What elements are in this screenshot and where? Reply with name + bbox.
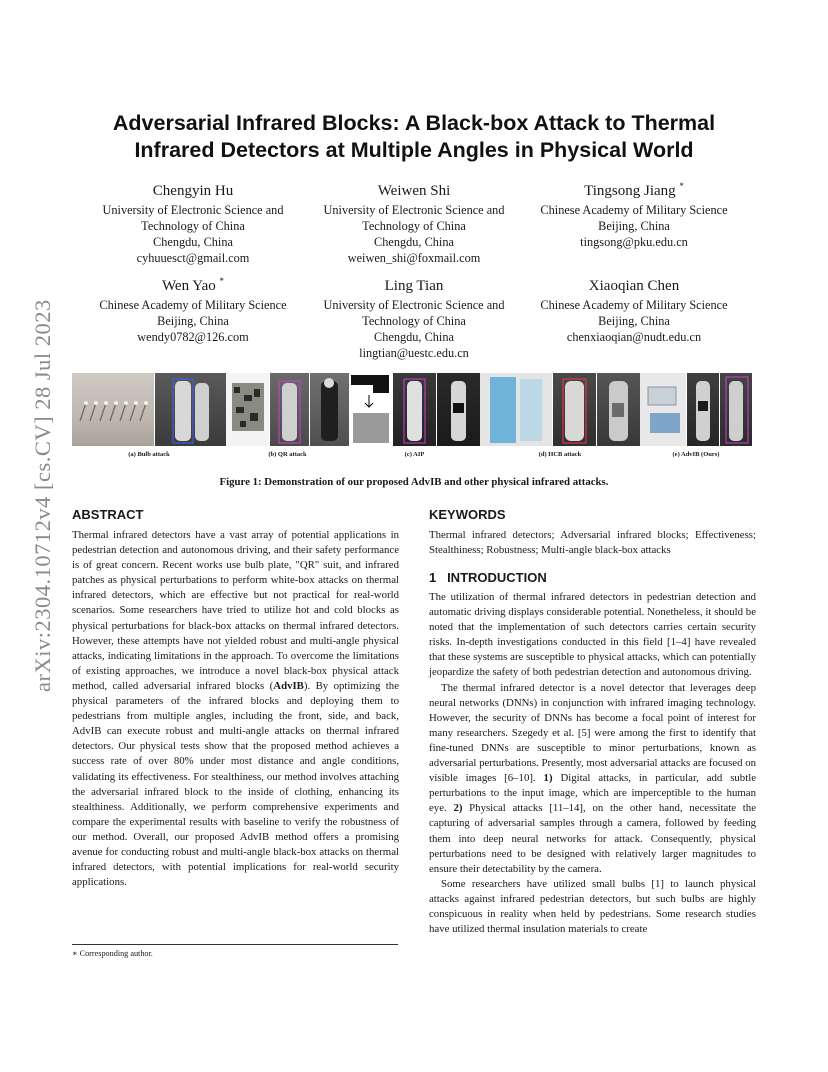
figure-caption: Figure 1: Demonstration of our proposed AdvIB and other physical infrared attacks.	[219, 476, 609, 488]
footnote-rule	[72, 944, 398, 945]
figure-panel-qr	[226, 373, 349, 463]
author-block	[299, 176, 529, 266]
thermal-person-graphic	[270, 373, 309, 446]
keywords-heading: KEYWORDS	[429, 507, 506, 522]
thermal-person-graphic	[393, 373, 436, 446]
panel-caption: (e) AdvIB (Ours)	[672, 451, 720, 458]
panel-caption: (a) Bulb attack	[128, 451, 170, 458]
author-location: Beijing, China	[598, 219, 670, 233]
figure-panel-bulb	[72, 373, 226, 463]
author-location: Chengdu, China	[153, 235, 233, 249]
qr-thermal-image-2	[310, 373, 349, 446]
patch-pattern-graphic	[349, 373, 392, 446]
cold-block-graphic	[480, 373, 552, 446]
author-email: wendy0782@126.com	[137, 330, 249, 344]
qr-suit-photo	[226, 373, 269, 446]
bulb-thermal-image	[155, 373, 226, 446]
abstract-text: Thermal infrared detectors have a vast array of potential applications in pedestrian detection and autonomous driving, and their safety performance is of great concern. Recent works use bulb plate, "QR" suit, and infrared patches as physical perturbations to perform white-box attacks on thermal infrared detectors, which are effective but not practical for real-world scenarios. Some researchers have tried to utilize hot and cold blocks as physical perturbations for black-box attacks on thermal infrared detectors. However, these attempts have not yielded robust and multi-angle physical attacks, indicating limitations in the approach. To overcome the limitations of existing approaches, we introduce a novel black-box physical attack method, called adversarial infrared blocks (AdvIB). By optimizing the physical parameters of the infrared blocks and deploying them to pedestrians from multiple angles, including the front, side, and back, AdvIB can execute robust and multi-angle attacks on thermal infrared detectors. Our physical tests show that the proposed method achieves a success rate of over 80% under most distance and angle conditions, validating its effectiveness. For stealthiness, our method involves attaching the adversarial infrared block to the inside of clothing, enhancing its stealthiness. Additionally, we perform comprehensive experiments and compare the experimental results with baseline to verify the robustness of our method. Overall, our proposed AdvIB method offers a promising avenue for conducting robust and multi-angle black-box attacks on thermal infrared detectors, with potential implications for real-world security applications.	[72, 529, 399, 889]
author-email: lingtian@uestc.edu.cn	[359, 346, 469, 360]
bulb-array-graphic	[72, 373, 154, 446]
author-affiliation: Chinese Academy of Military Science	[99, 298, 287, 312]
author-name: Tingsong Jiang *	[584, 181, 684, 199]
hcb-blocks-photo	[480, 373, 552, 446]
author-location: Beijing, China	[598, 314, 670, 328]
author-affiliation: University of Electronic Science and	[102, 203, 284, 217]
thermal-person-graphic	[553, 373, 596, 446]
author-name: Wen Yao *	[161, 276, 225, 294]
author-block	[519, 271, 749, 345]
author-affiliation: University of Electronic Science and	[323, 203, 505, 217]
panel-caption: (d) HCB attack	[538, 451, 582, 458]
introduction-heading: 1 INTRODUCTION	[429, 570, 547, 585]
hcb-thermal-image-2	[597, 373, 640, 446]
author-name: Weiwen Shi	[377, 183, 451, 199]
keywords-text: Thermal infrared detectors; Adversarial infrared blocks; Effectiveness; Stealthiness; Robustness; Multi-angle black-box attacks	[429, 529, 756, 557]
figure-panel-advib	[640, 373, 752, 463]
figure-panel-aip	[349, 373, 480, 463]
advib-thermal-image-1	[687, 373, 719, 446]
introduction-text: The utilization of thermal infrared detectors in pedestrian detection and automatic driving displays considerable potential. Nonetheless, it should be noted that the implementation of such detectors carries certain security risks. In-depth investigations conducted in this field [1–4] have revealed that these systems are susceptible to physical attacks, which can potentially jeopardize the safety of both pedestrian detection and autonomous driving. The thermal infrared detector is a novel detector that leverages deep neural networks (DNNs) in conjunction with infrared imaging technology. However, the security of DNNs has become a focal point of interest for many researchers. Szegedy et al. [5] were among the first to identify that fine-tuned DNNs are susceptible to minor perturbations, known as adversarial perturbations. Presently, most adversarial attacks are focused on visible images [6–10]. 1) Digital attacks, in particular, add subtle perturbations to the input image, which are imperceptible to the human eye. 2) Physical attacks [11–14], on the other hand, necessitate the capturing of adversarial samples through a camera, followed by feeding them into deep neural networks for attack. Consequently, physical perturbations need to be designed with relatively larger magnitudes to ensure their detectability by the camera. Some researchers have utilized small bulbs [1] to launch physical attacks against infrared pedestrian detectors, but such bulbs are highly conspicuous in reality when held by pedestrians. Some research studies have utilized thermal insulation materials to create	[429, 591, 756, 936]
panel-caption: (b) QR attack	[268, 451, 307, 458]
thermal-person-graphic	[437, 373, 480, 446]
author-location: Chengdu, China	[374, 330, 454, 344]
author-email: chenxiaoqian@nudt.edu.cn	[566, 330, 702, 344]
author-block	[299, 271, 529, 361]
author-name: Ling Tian	[384, 278, 444, 294]
author-affiliation: Technology of China	[141, 219, 245, 233]
abstract-heading: ABSTRACT	[72, 507, 144, 522]
author-affiliation: University of Electronic Science and	[323, 298, 505, 312]
thermal-person-graphic	[310, 373, 349, 446]
aip-thermal-image-2	[437, 373, 480, 446]
thermal-person-graphic	[597, 373, 640, 446]
aip-thermal-image-1	[393, 373, 436, 446]
author-affiliation: Technology of China	[362, 314, 466, 328]
thermal-person-graphic	[720, 373, 752, 446]
advib-thermal-image-2	[720, 373, 752, 446]
author-email: cyhuuesct@gmail.com	[136, 251, 250, 265]
footnote: ∗ Corresponding author.	[72, 949, 153, 958]
author-location: Beijing, China	[157, 314, 229, 328]
arxiv-side-stamp: arXiv:2304.10712v4 [cs.CV] 28 Jul 2023	[30, 299, 55, 692]
author-affiliation: Technology of China	[362, 219, 466, 233]
author-affiliation: Chinese Academy of Military Science	[540, 203, 728, 217]
author-affiliation: Chinese Academy of Military Science	[540, 298, 728, 312]
bulb-plate-photo	[72, 373, 154, 446]
author-block	[78, 176, 308, 266]
author-email: weiwen_shi@foxmail.com	[347, 251, 481, 265]
author-location: Chengdu, China	[374, 235, 454, 249]
advib-blocks-photo	[640, 373, 686, 446]
author-block	[78, 271, 308, 345]
thermal-pedestrians-graphic	[155, 373, 226, 446]
author-name: Chengyin Hu	[152, 183, 234, 199]
thermal-person-graphic	[687, 373, 719, 446]
panel-caption: (c) AIP	[404, 451, 425, 458]
infrared-block-graphic	[640, 373, 686, 446]
author-email: tingsong@pku.edu.cn	[580, 235, 688, 249]
hcb-thermal-image-1	[553, 373, 596, 446]
figure-1	[72, 373, 752, 461]
qr-thermal-image-1	[270, 373, 309, 446]
author-name: Xiaoqian Chen	[588, 278, 680, 294]
author-block	[519, 176, 749, 250]
paper-title: Adversarial Infrared Blocks: A Black-box Attack to Thermal Infrared Detectors at Multiple Angles in Physical World	[112, 111, 716, 162]
qr-suit-graphic	[226, 373, 269, 446]
figure-panel-hcb	[480, 373, 640, 463]
aip-patch-graphic	[349, 373, 392, 446]
